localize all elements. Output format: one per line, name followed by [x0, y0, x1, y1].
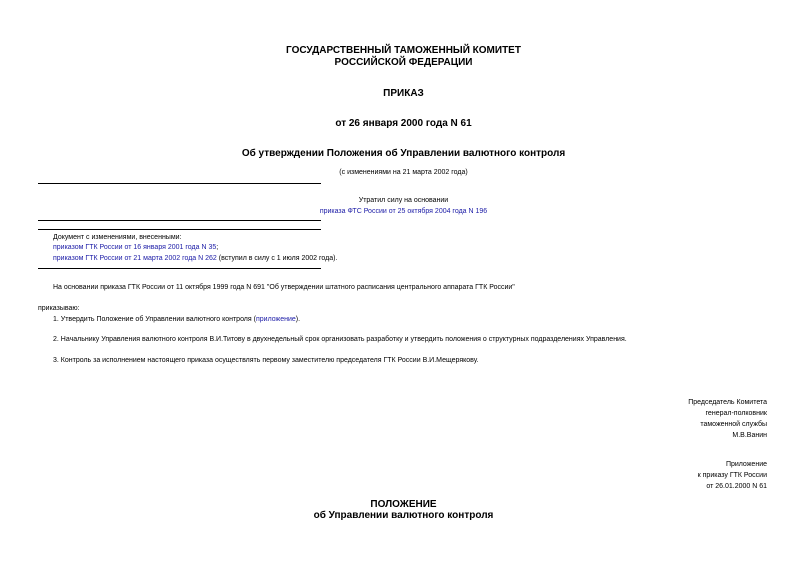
doc-title: Об утверждении Положения об Управлении валютного контроля [241, 148, 566, 159]
repeal-link-line [0, 207, 807, 216]
order-item-1-text: 1. Утвердить Положение об Управлении валютного контроля ( [53, 316, 256, 323]
appendix-block [698, 459, 767, 492]
changes-intro: Документ с изменениями, внесенными: [53, 234, 182, 241]
divider [38, 220, 321, 221]
signature-line: Председатель Комитета [688, 399, 767, 406]
org-name-line1: ГОСУДАРСТВЕННЫЙ ТАМОЖЕННЫЙ КОМИТЕТ [286, 45, 521, 56]
divider [38, 229, 321, 230]
changes-item-1 [53, 243, 218, 252]
divider [38, 268, 321, 269]
amendment-link-2[interactable]: приказом ГТК России от 21 марта 2002 года N 262 [53, 255, 217, 262]
regulation-title: ПОЛОЖЕНИЕ [370, 499, 437, 510]
appendix-line: Приложение [725, 461, 767, 468]
appendix-link[interactable]: приложение [255, 316, 296, 323]
order-item-1 [53, 315, 300, 324]
amendment-link-1[interactable]: приказом ГТК России от 16 января 2001 года N 35 [53, 244, 217, 251]
order-item-2: 2. Начальнику Управления валютного контроля В.И.Титову в двухнедельный срок организовать разработку и утвердить положения о структурных подразделениях Управления. [53, 336, 627, 343]
changes-item-2 [53, 254, 337, 263]
regulation-subtitle: об Управлении валютного контроля [313, 510, 494, 521]
repeal-link[interactable]: приказа ФТС России от 25 октября 2004 года N 196 [319, 208, 488, 215]
repeal-note: Утратил силу на основании [358, 197, 449, 204]
signature-block [688, 397, 767, 441]
order-word: приказываю: [38, 305, 80, 312]
order-item-1-end: ). [295, 316, 301, 323]
doc-date-number: от 26 января 2000 года N 61 [335, 118, 472, 129]
preamble: На основании приказа ГТК России от 11 октября 1999 года N 691 "Об утверждении штатного расписания центрального аппарата ГТК России" [53, 284, 515, 291]
amended-note: (с изменениями на 21 марта 2002 года) [339, 169, 468, 176]
changes-item-2-suffix: (вступил в силу с 1 июля 2002 года). [216, 255, 338, 262]
appendix-line: к приказу ГТК России [697, 472, 767, 479]
signature-line: М.В.Ванин [732, 432, 767, 439]
org-name-line2: РОССИЙСКОЙ ФЕДЕРАЦИИ [334, 57, 473, 68]
order-item-3: 3. Контроль за исполнением настоящего приказа осуществлять первому заместителю председателя ГТК России В.И.Мещерякову. [53, 357, 479, 364]
signature-line: генерал-полковник [705, 410, 767, 417]
signature-line: таможенной службы [700, 421, 767, 428]
appendix-line: от 26.01.2000 N 61 [706, 483, 767, 490]
changes-item-1-suffix: ; [216, 244, 219, 251]
divider [38, 183, 321, 184]
doc-type: ПРИКАЗ [383, 88, 424, 99]
